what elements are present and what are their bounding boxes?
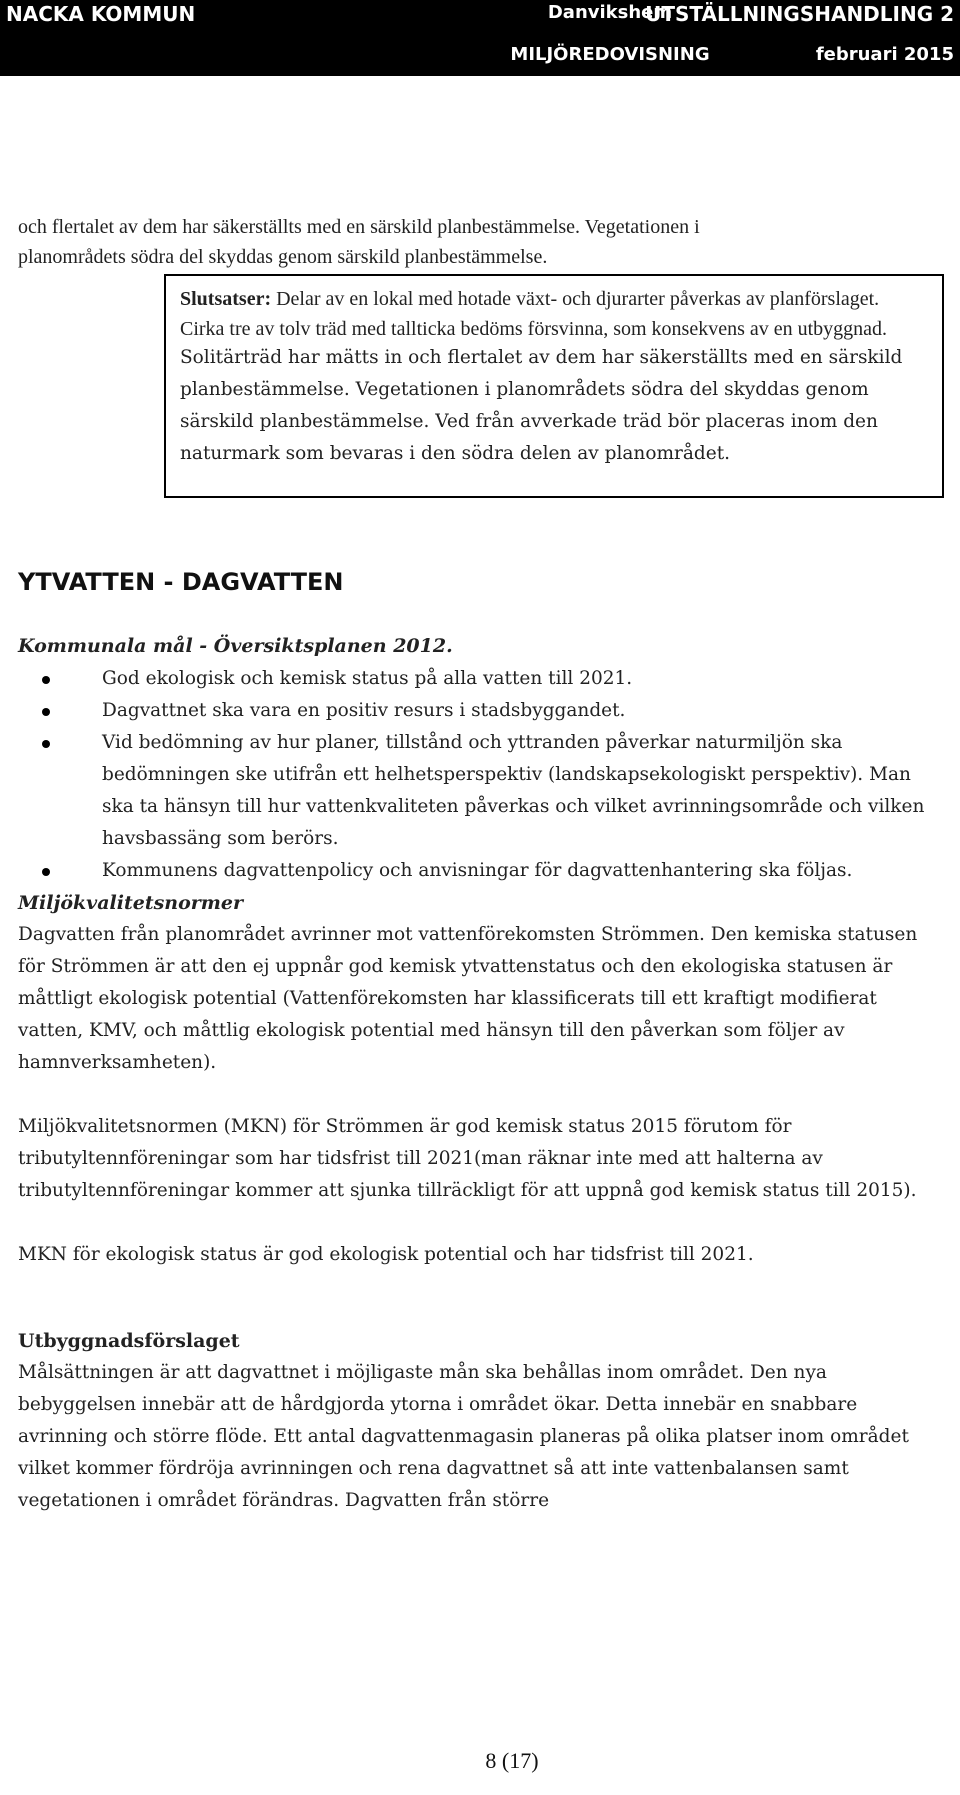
goals-suffix: . [446,635,453,657]
bullet-text: Kommunens dagvattenpolicy och anvisningar för dagvattenhantering ska följas. [102,860,853,881]
conclusion-text-1: Delar av en lokal med hotade växt- och djurarter påverkas av planförslaget. Cirka tre av tolv träd med tallticka bedöms försvinna, som konsekvens av en utbyggnad. [180,288,888,340]
page-number: 8 (17) [485,1748,539,1773]
proposal-paragraph: Målsättningen är att dagvattnet i möjligaste mån ska behållas inom området. Den nya bebyggelsen innebär att de hårdgjorda ytorna i området ökar. Detta innebär en snabbare avrinning och större flöde. Ett antal dagvattenmagasin planeras på olika platser inom området vilket kommer fördröja avrinningen och rena dagvattnet så att inte vattenbalansen samt vegetationen i området förändras. Dagvatten från större [18,1362,909,1511]
mkn-paragraph-1: Dagvatten från planområdet avrinner mot vattenförekomsten Strömmen. Den kemiska statusen för Strömmen är att den ej uppnår god kemisk ytvattenstatus och den ekologiska statusen är måttligt ekologisk potential (Vattenförekomsten har klassificerats till ett kraftigt modifierat vatten, KMV, och måttlig ekologisk potential med hänsyn till den påverkan som följer av hamnverksamheten). [18,924,918,1073]
intro-line-1: och flertalet av dem har säkerställts med en särskild planbestämmelse. Vegetationen i [18,216,700,238]
bullet-icon [42,868,50,876]
bullet-icon [42,740,50,748]
page-header [0,0,960,76]
mkn-paragraph-2: Miljökvalitetsnormen (MKN) för Strömmen är god kemisk status 2015 förutom för tributyltennföreningar som har tidsfrist till 2021(man räknar inte med att halterna av tributyltennföreningar kommer att sjunka tillräckligt för att uppnå god kemisk status till 2015). [18,1116,917,1201]
proposal-heading: Utbyggnadsförslaget [18,1330,240,1352]
goals-list [18,663,938,887]
intro-line-2: planområdets södra del skyddas genom särskild planbestämmelse. [18,246,548,268]
goals-section [18,630,938,1517]
section-title: YTVATTEN - DAGVATTEN [18,568,344,596]
list-item [18,727,938,855]
goals-heading-line [18,630,938,663]
conclusion-text-2: Solitärträd har mätts in och flertalet av dem har säkerställts med en särskild planbestämmelse. Vegetationen i planområdets södra del skyddas genom särskild planbestämmelse. Ved från avverkade träd bör placeras inom den naturmark som bevaras i den södra delen av planområdet. [180,347,903,464]
intro-paragraph [18,212,938,272]
bullet-icon [42,708,50,716]
header-status: UTSTÄLLNINGSHANDLING 2 [645,2,954,26]
header-project: Danvikshem [547,2,673,23]
mkn-heading: Miljökvalitetsnormer [18,892,244,914]
header-org: NACKA KOMMUN [6,2,196,26]
bullet-text: Vid bedömning av hur planer, tillstånd och yttranden påverkar naturmiljön ska bedömningen ske utifrån ett helhetsperspektiv (landskapsekologiskt perspektiv). Man ska ta hänsyn till hur vattenkvaliteten påverkas och vilket avrinningsområde och vilken havsbassäng som berörs. [102,732,925,849]
bullet-icon [42,676,50,684]
mkn-paragraph-3: MKN för ekologisk status är god ekologisk potential och har tidsfrist till 2021. [18,1244,754,1265]
conclusion-box [164,274,944,498]
bullet-text: Dagvattnet ska vara en positiv resurs i stadsbyggandet. [102,700,626,721]
goals-heading: Kommunala mål - Översiktsplanen 2012 [18,635,447,657]
conclusion-label: Slutsatser: [180,288,272,310]
header-doc-type: MILJÖREDOVISNING [510,44,710,65]
bullet-text: God ekologisk och kemisk status på alla vatten till 2021. [102,668,633,689]
list-item [18,695,938,727]
conclusion-text-a [180,284,928,344]
list-item [18,663,938,695]
list-item [18,855,938,887]
conclusion-text-b [180,342,928,470]
header-date: februari 2015 [815,44,954,65]
